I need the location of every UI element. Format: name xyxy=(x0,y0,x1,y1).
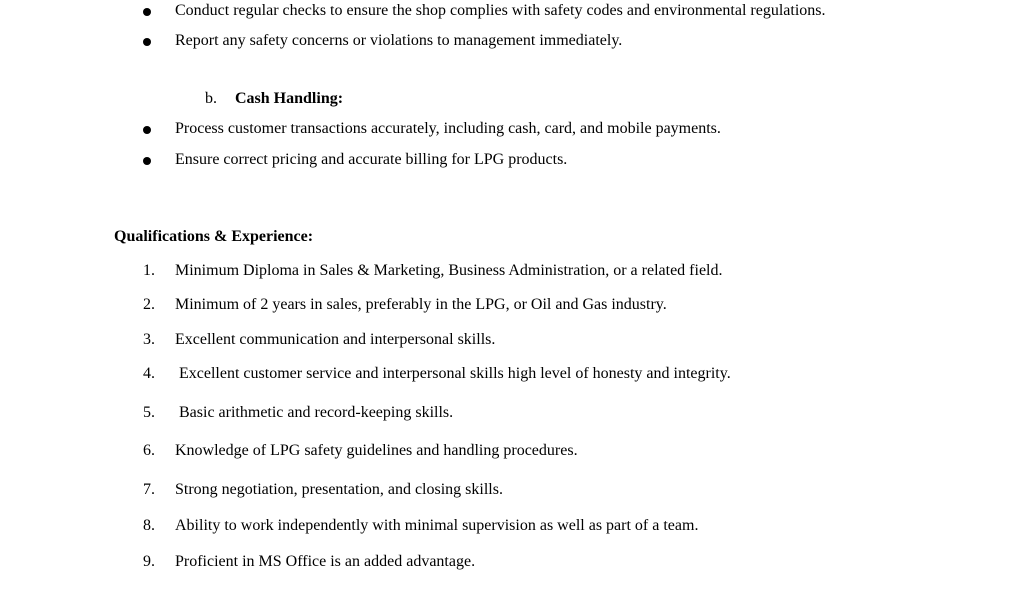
list-item: Minimum Diploma in Sales & Marketing, Business Administration, or a related field. xyxy=(175,262,723,279)
list-item-number: 8. xyxy=(143,517,155,534)
list-item: Minimum of 2 years in sales, preferably in the LPG, or Oil and Gas industry. xyxy=(175,296,667,313)
list-item-number: 6. xyxy=(143,442,155,459)
list-item: Basic arithmetic and record-keeping skills. xyxy=(179,404,454,421)
list-item-number: 7. xyxy=(143,481,155,498)
bullet-marker xyxy=(143,157,151,165)
bullet-marker xyxy=(143,126,151,134)
list-item: Knowledge of LPG safety guidelines and handling procedures. xyxy=(175,442,578,459)
subsection-title: Cash Handling: xyxy=(235,90,344,107)
safety-bullet-1: Conduct regular checks to ensure the shop complies with safety codes and environmental regulations. xyxy=(175,2,826,19)
list-item-number: 4. xyxy=(143,365,155,382)
list-item-number: 3. xyxy=(143,331,155,348)
cash-bullet-1: Process customer transactions accurately, including cash, card, and mobile payments. xyxy=(175,120,721,137)
list-item-number: 2. xyxy=(143,296,155,313)
cash-bullet-2: Ensure correct pricing and accurate billing for LPG products. xyxy=(175,151,568,168)
list-item-number: 1. xyxy=(143,262,155,279)
list-item: Excellent communication and interpersonal skills. xyxy=(175,331,496,348)
list-item: Strong negotiation, presentation, and closing skills. xyxy=(175,481,503,498)
list-item: Ability to work independently with minimal supervision as well as part of a team. xyxy=(175,517,699,534)
list-item-number: 9. xyxy=(143,553,155,570)
list-item: Excellent customer service and interpersonal skills high level of honesty and integrity. xyxy=(179,365,731,382)
bullet-marker xyxy=(143,8,151,16)
list-item-number: 5. xyxy=(143,404,155,421)
list-item: Proficient in MS Office is an added advantage. xyxy=(175,553,476,570)
qualifications-heading: Qualifications & Experience: xyxy=(114,228,314,245)
bullet-marker xyxy=(143,38,151,46)
safety-bullet-2: Report any safety concerns or violations to management immediately. xyxy=(175,32,623,49)
subsection-marker: b. xyxy=(205,90,217,107)
